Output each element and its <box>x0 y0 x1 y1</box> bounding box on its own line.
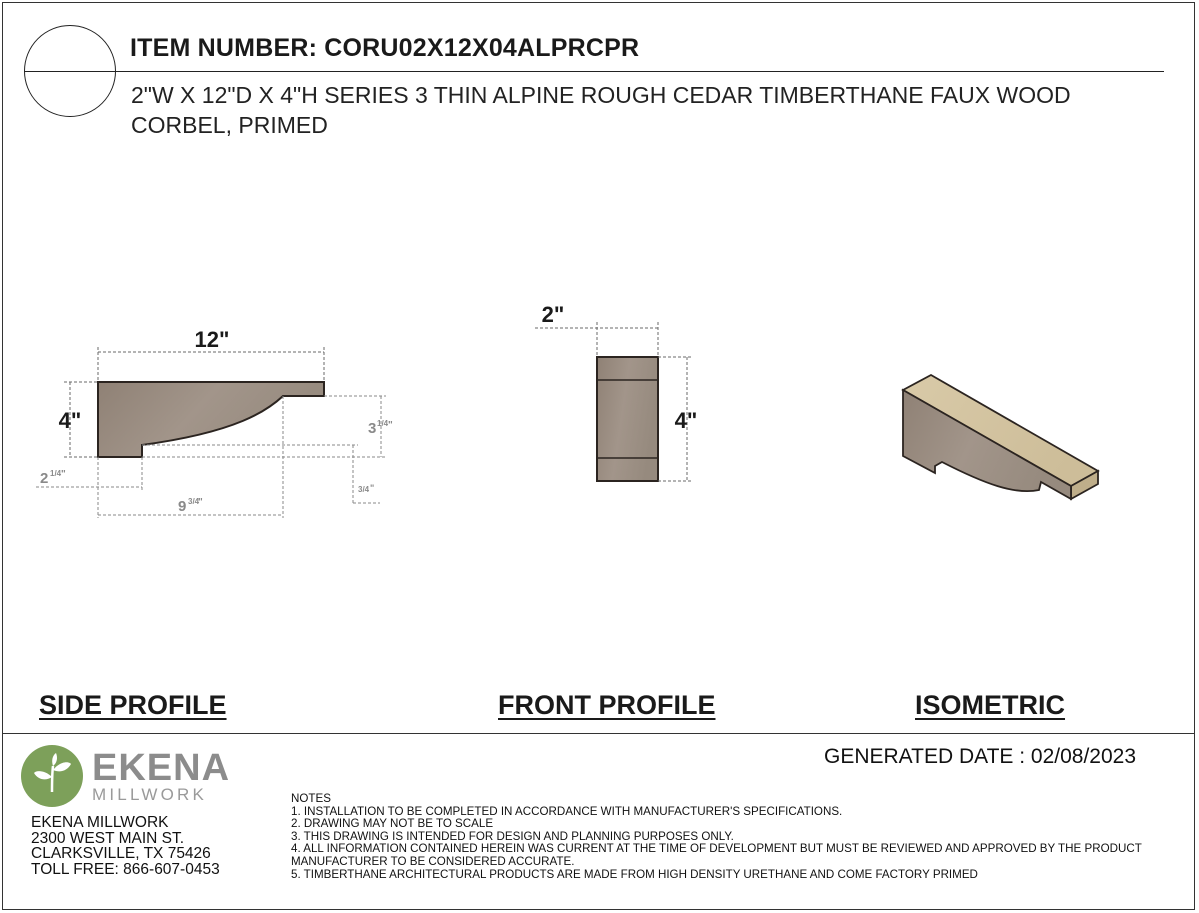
curve-length-fraction: 3/4 <box>188 497 200 506</box>
product-description: 2"W X 12"D X 4"H SERIES 3 THIN ALPINE ROUGH CEDAR TIMBERTHANE FAUX WOOD CORBEL, PRIMED <box>131 82 1071 138</box>
curve-length-unit: " <box>198 497 203 508</box>
side-profile-shape <box>98 382 324 457</box>
front-height-label: 4" <box>674 408 698 433</box>
logo-wordmark: EKENA <box>92 747 231 789</box>
notes-heading: NOTES <box>291 792 331 805</box>
front-width-label: 2" <box>541 302 565 327</box>
side-profile-label: SIDE PROFILE <box>39 690 227 720</box>
note-item: 4. ALL INFORMATION CONTAINED HEREIN WAS CURRENT AT THE TIME OF DEVELOPMENT BUT MUST BE REVIEWED AND APPROVED BY THE PRODUCT MANUFACTURER TO BE CONSIDERED ACCURATE. <box>291 842 1142 868</box>
leaf-logo-icon <box>20 744 84 808</box>
isometric-label: ISOMETRIC <box>915 690 1066 720</box>
step-unit: " <box>370 483 375 493</box>
note-item: 5. TIMBERTHANE ARCHITECTURAL PRODUCTS ARE MADE FROM HIGH DENSITY URETHANE AND COME FACTORY PRIMED <box>291 867 978 881</box>
notes-block <box>291 793 1181 881</box>
curve-length-whole: 9 <box>178 498 187 515</box>
footer-rule <box>2 733 1195 734</box>
notch-height-fraction: 1/4 <box>377 419 389 428</box>
company-phone: TOLL FREE: 866-607-0453 <box>31 860 220 878</box>
note-item: 1. INSTALLATION TO BE COMPLETED IN ACCORDANCE WITH MANUFACTURER'S SPECIFICATIONS. <box>291 804 843 818</box>
base-inset-unit: " <box>61 469 66 480</box>
base-inset-whole: 2 <box>40 470 49 487</box>
front-profile-label: FRONT PROFILE <box>498 690 716 720</box>
item-number: ITEM NUMBER: CORU02X12X04ALPRCPR <box>130 34 640 62</box>
note-item: 3. THIS DRAWING IS INTENDED FOR DESIGN AND PLANNING PURPOSES ONLY. <box>291 829 734 843</box>
note-item: 2. DRAWING MAY NOT BE TO SCALE <box>291 817 494 831</box>
company-address <box>31 815 220 877</box>
side-profile-drawing <box>36 327 393 518</box>
step-fraction: 3/4 <box>358 485 370 494</box>
front-profile-drawing <box>535 302 697 481</box>
company-city: CLARKSVILLE, TX 75426 <box>31 845 211 862</box>
notch-height-whole: 3 <box>368 420 377 437</box>
side-depth-label: 12" <box>194 327 230 352</box>
company-name: EKENA MILLWORK <box>31 814 169 831</box>
generated-date: GENERATED DATE : 02/08/2023 <box>824 745 1137 768</box>
company-street: 2300 WEST MAIN ST. <box>31 829 185 847</box>
front-profile-shape <box>597 357 658 481</box>
base-inset-fraction: 1/4 <box>50 469 62 478</box>
notch-height-unit: " <box>388 420 393 431</box>
logo-subtitle: MILLWORK <box>92 785 208 804</box>
side-height-label: 4" <box>58 408 82 433</box>
isometric-drawing <box>903 375 1098 499</box>
